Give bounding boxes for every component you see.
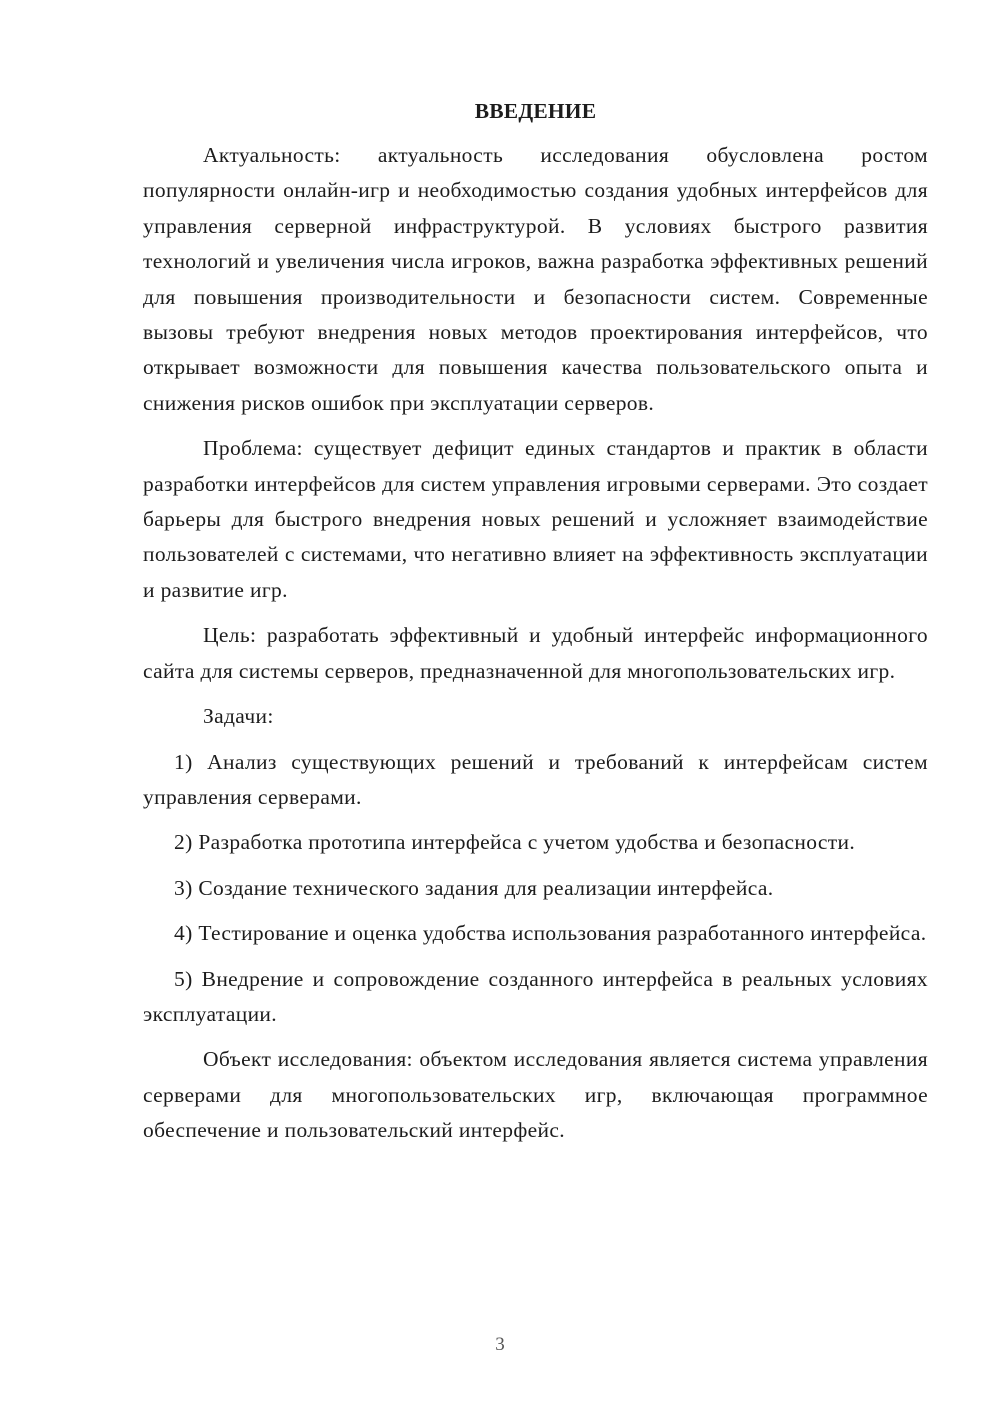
task-item: 5) Внедрение и сопровождение созданного интерфейса в реальных условиях эксплуатации.	[143, 966, 928, 1026]
paragraph-goal: Цель: разработать эффективный и удобный интерфейс информационного сайта для системы серверов, предназначенной для многопользовательских игр.	[143, 623, 928, 683]
paragraph-problem: Проблема: существует дефицит единых стандартов и практик в области разработки интерфейсов для систем управления игровыми серверами. Это создает барьеры для быстрого внедрения новых решений и усложняет взаимодействие пользователей с системами, что негативно влияет на эффективность эксплуатации и развитие игр.	[143, 436, 928, 602]
tasks-label: Задачи:	[203, 704, 274, 729]
page-content	[143, 96, 928, 1149]
paragraph-relevance: Актуальность: актуальность исследования обусловлена ростом популярности онлайн-игр и необходимостью создания удобных интерфейсов для управления серверной инфраструктурой. В условиях быстрого развития технологий и увеличения числа игроков, важна разработка эффективных решений для повышения производительности и безопасности систем. Современные вызовы требуют внедрения новых методов проектирования интерфейсов, что открывает возможности для повышения качества пользовательского опыта и снижения рисков ошибок при эксплуатации серверов.	[143, 143, 928, 415]
page-number: 3	[495, 1334, 505, 1355]
paragraph-object: Объект исследования: объектом исследования является система управления серверами для многопользовательских игр, включающая программное обеспечение и пользовательский интерфейс.	[143, 1047, 928, 1143]
task-item: 3) Создание технического задания для реализации интерфейса.	[174, 875, 774, 900]
section-heading: ВВЕДЕНИЕ	[474, 99, 597, 123]
task-item: 4) Тестирование и оценка удобства использования разработанного интерфейса.	[174, 921, 927, 946]
task-item: 1) Анализ существующих решений и требований к интерфейсам систем управления серверами.	[143, 749, 928, 809]
task-item: 2) Разработка прототипа интерфейса с учетом удобства и безопасности.	[174, 830, 856, 855]
